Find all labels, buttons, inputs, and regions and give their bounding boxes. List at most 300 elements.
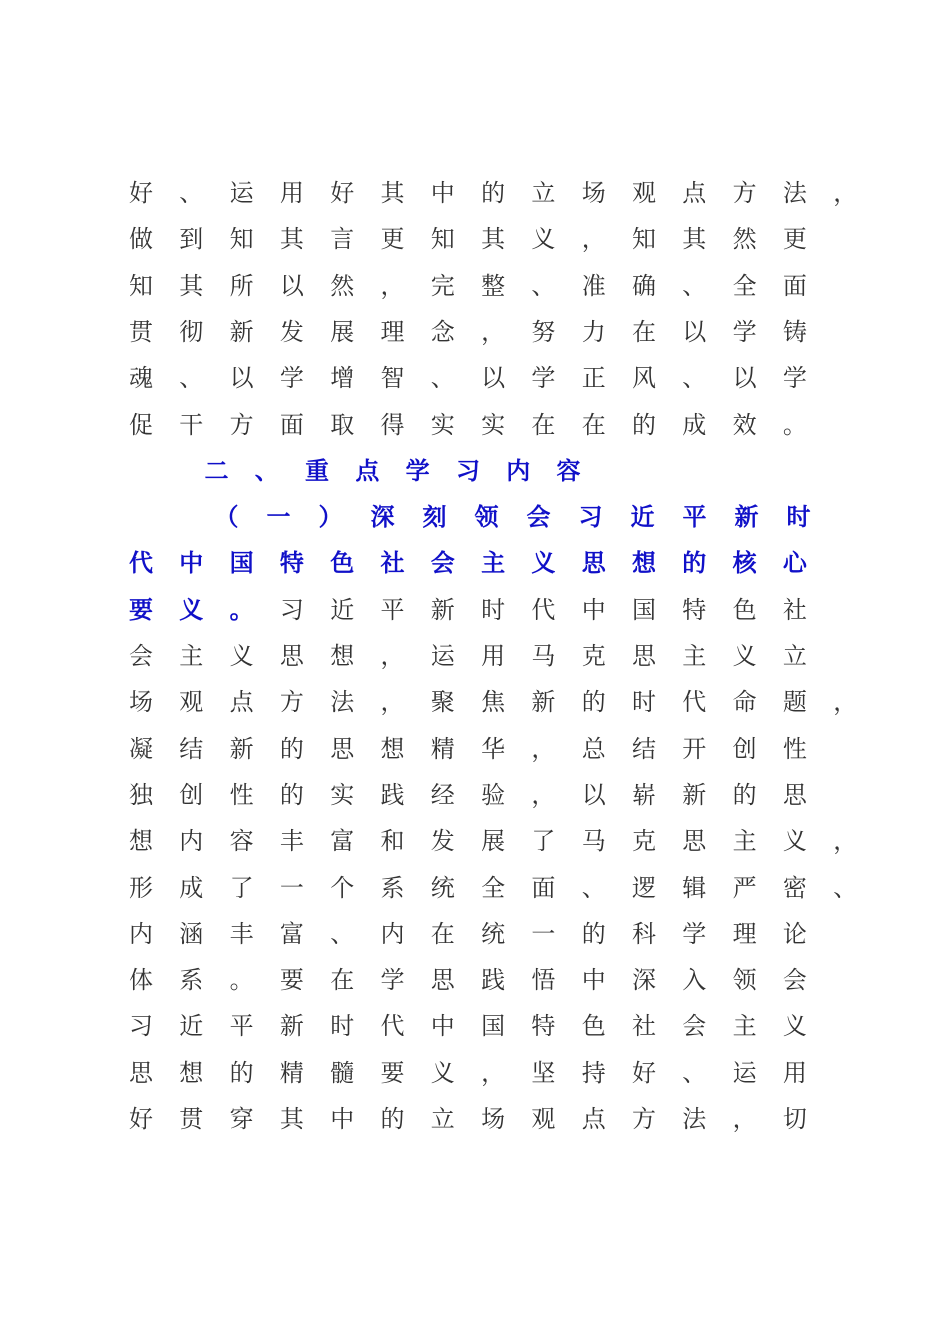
text-char: 然 bbox=[732, 225, 757, 254]
text-char: 了 bbox=[531, 827, 556, 856]
text-char: 时 bbox=[330, 1012, 355, 1041]
paragraph-line bbox=[0, 1104, 950, 1150]
text-char: 取 bbox=[330, 410, 355, 439]
text-char: 风 bbox=[632, 364, 656, 393]
text-char: 思 bbox=[581, 548, 606, 578]
text-char: 然 bbox=[330, 271, 355, 300]
text-char: 髓 bbox=[330, 1058, 355, 1087]
text-char: 习 bbox=[455, 455, 480, 485]
text-char: 用 bbox=[481, 642, 506, 670]
text-char: 其 bbox=[179, 271, 204, 300]
text-char: 实 bbox=[330, 780, 355, 809]
text-char: 在 bbox=[430, 919, 455, 948]
text-char: 逻 bbox=[632, 873, 656, 902]
text-char: 聚 bbox=[430, 688, 455, 717]
text-char: 领 bbox=[474, 502, 499, 532]
text-char: 题 bbox=[782, 688, 807, 717]
text-char: 时 bbox=[786, 502, 811, 532]
text-char: 面 bbox=[279, 410, 304, 439]
text-char: 主 bbox=[682, 642, 707, 670]
text-char: 全 bbox=[732, 271, 757, 300]
text-char: 更 bbox=[380, 225, 405, 254]
text-char: 性 bbox=[782, 734, 807, 763]
text-char: 中 bbox=[581, 966, 606, 995]
text-char: 富 bbox=[279, 919, 304, 948]
text-char: 要 bbox=[279, 966, 304, 995]
text-char: 时 bbox=[481, 595, 506, 624]
text-char: 和 bbox=[380, 827, 405, 856]
text-char: 容 bbox=[556, 455, 581, 485]
text-char: 社 bbox=[782, 595, 807, 624]
paragraph-line bbox=[0, 271, 950, 317]
paragraph-line bbox=[0, 734, 950, 780]
text-char: 义 bbox=[531, 548, 556, 578]
paragraph-line bbox=[0, 363, 950, 409]
text-char: 色 bbox=[581, 1012, 606, 1041]
text-char: 思 bbox=[279, 642, 304, 670]
text-char: 、 bbox=[682, 1058, 707, 1087]
text-char: ， bbox=[481, 317, 506, 346]
text-char: 想 bbox=[632, 548, 656, 578]
paragraph-line bbox=[0, 687, 950, 733]
text-char: 特 bbox=[279, 548, 304, 578]
text-char: 践 bbox=[380, 780, 405, 809]
text-char: 成 bbox=[179, 873, 204, 902]
paragraph-line bbox=[0, 780, 950, 826]
text-char: 学 bbox=[380, 966, 405, 995]
text-char: 铸 bbox=[782, 317, 807, 346]
paragraph-line bbox=[0, 178, 950, 224]
paragraph-line bbox=[0, 826, 950, 872]
text-char: 点 bbox=[355, 455, 380, 485]
text-char: 新 bbox=[229, 734, 254, 763]
text-char: 运 bbox=[732, 1058, 757, 1087]
text-char: 以 bbox=[481, 364, 506, 393]
text-char: 刻 bbox=[422, 502, 447, 532]
text-char: 好 bbox=[632, 1058, 656, 1087]
text-char: 焦 bbox=[481, 688, 506, 717]
text-char: 准 bbox=[581, 271, 606, 300]
text-char: 新 bbox=[734, 502, 759, 532]
text-char: 义 bbox=[179, 594, 204, 624]
text-char: 观 bbox=[179, 688, 204, 717]
text-char: 新 bbox=[279, 1012, 304, 1041]
text-char: 发 bbox=[430, 827, 455, 856]
text-char: 做 bbox=[129, 225, 153, 254]
text-char: 色 bbox=[732, 595, 757, 624]
text-char: 义 bbox=[229, 642, 254, 670]
text-char: ， bbox=[833, 688, 858, 717]
text-char: 平 bbox=[380, 595, 405, 624]
text-char: 场 bbox=[581, 179, 606, 207]
text-char: 丰 bbox=[229, 919, 254, 948]
text-char: 义 bbox=[430, 1058, 455, 1087]
text-char: 代 bbox=[682, 688, 707, 717]
text-char: 克 bbox=[632, 827, 656, 856]
text-char: 创 bbox=[732, 734, 757, 763]
text-char: 点 bbox=[229, 688, 254, 717]
text-char: 想 bbox=[129, 827, 153, 856]
text-char: 创 bbox=[179, 780, 204, 809]
text-char: ， bbox=[531, 780, 556, 809]
text-char: 实 bbox=[430, 410, 455, 439]
text-char: 立 bbox=[782, 642, 807, 670]
text-char: 用 bbox=[279, 179, 304, 207]
text-char: 中 bbox=[430, 179, 455, 207]
text-char: 。 bbox=[229, 966, 254, 995]
text-char: 点 bbox=[682, 179, 707, 207]
text-char: 理 bbox=[380, 317, 405, 346]
text-char: 时 bbox=[632, 688, 656, 717]
text-char: 好 bbox=[330, 179, 355, 207]
text-char: 、 bbox=[531, 271, 556, 300]
text-char: 平 bbox=[682, 502, 707, 532]
text-char: 切 bbox=[782, 1105, 807, 1133]
text-char: 贯 bbox=[129, 317, 153, 346]
paragraph-line bbox=[0, 1011, 950, 1057]
text-char: 新 bbox=[682, 780, 707, 809]
text-char: 、 bbox=[254, 455, 279, 485]
text-char: 知 bbox=[632, 225, 656, 254]
text-char: 性 bbox=[229, 780, 254, 809]
text-char: 论 bbox=[782, 919, 807, 948]
text-char: 主 bbox=[732, 827, 757, 856]
text-char: 心 bbox=[782, 548, 807, 578]
text-char: 运 bbox=[229, 179, 254, 207]
text-char: 学 bbox=[732, 317, 757, 346]
paragraph-line bbox=[0, 641, 950, 687]
text-char: 平 bbox=[229, 1012, 254, 1041]
section-heading-line bbox=[0, 456, 950, 502]
text-char: 统 bbox=[430, 873, 455, 902]
text-char: 思 bbox=[682, 827, 707, 856]
text-char: 正 bbox=[581, 364, 606, 393]
text-char: 新 bbox=[229, 317, 254, 346]
text-char: 悟 bbox=[531, 966, 556, 995]
text-char: 会 bbox=[782, 966, 807, 995]
paragraph-line bbox=[0, 317, 950, 363]
text-char: 实 bbox=[481, 410, 506, 439]
text-char: 观 bbox=[632, 179, 656, 207]
text-char: 富 bbox=[330, 827, 355, 856]
text-char: 、 bbox=[330, 919, 355, 948]
text-char: 增 bbox=[330, 364, 355, 393]
text-char: 学 bbox=[531, 364, 556, 393]
text-char: 好 bbox=[129, 1105, 153, 1133]
text-char: 内 bbox=[506, 455, 531, 485]
paragraph-line bbox=[0, 1058, 950, 1104]
text-char: 新 bbox=[430, 595, 455, 624]
text-char: 思 bbox=[330, 734, 355, 763]
text-char: 法 bbox=[682, 1105, 707, 1133]
text-char: 的 bbox=[581, 919, 606, 948]
text-char: ， bbox=[380, 271, 405, 300]
text-char: 马 bbox=[531, 642, 556, 670]
text-char: 凝 bbox=[129, 734, 153, 763]
text-char: 思 bbox=[129, 1058, 153, 1087]
text-char: 面 bbox=[531, 873, 556, 902]
text-char: 更 bbox=[782, 225, 807, 254]
text-char: 二 bbox=[204, 455, 229, 485]
text-char: 展 bbox=[481, 827, 506, 856]
text-char: 成 bbox=[682, 410, 707, 439]
text-char: 的 bbox=[682, 548, 707, 578]
text-char: ， bbox=[380, 688, 405, 717]
text-char: 持 bbox=[581, 1058, 606, 1087]
text-char: 、 bbox=[581, 873, 606, 902]
text-char: 习 bbox=[578, 502, 603, 532]
text-char: 场 bbox=[129, 688, 153, 717]
text-char: 一 bbox=[266, 502, 291, 532]
text-char: 场 bbox=[481, 1105, 506, 1133]
text-char: 学 bbox=[279, 364, 304, 393]
text-char: 会 bbox=[129, 642, 153, 670]
text-char: 的 bbox=[581, 688, 606, 717]
text-char: 容 bbox=[229, 827, 254, 856]
text-char: 其 bbox=[279, 1105, 304, 1133]
text-char: 理 bbox=[732, 919, 757, 948]
text-char: ， bbox=[481, 1058, 506, 1087]
text-char: 主 bbox=[179, 642, 204, 670]
text-char: 思 bbox=[430, 966, 455, 995]
text-char: 点 bbox=[581, 1105, 606, 1133]
text-char: 一 bbox=[531, 919, 556, 948]
text-char: 形 bbox=[129, 873, 153, 902]
text-char: 方 bbox=[632, 1105, 656, 1133]
text-char: 中 bbox=[430, 1012, 455, 1041]
text-char: 国 bbox=[632, 595, 656, 624]
text-char: 义 bbox=[732, 642, 757, 670]
text-char: 近 bbox=[330, 595, 355, 624]
section-heading-line bbox=[0, 502, 950, 548]
text-char: 的 bbox=[279, 780, 304, 809]
text-char: 要 bbox=[380, 1058, 405, 1087]
text-char: 智 bbox=[380, 364, 405, 393]
text-char: 统 bbox=[481, 919, 506, 948]
text-char: 会 bbox=[682, 1012, 707, 1041]
text-char: 密 bbox=[782, 873, 807, 902]
text-char: 验 bbox=[481, 780, 506, 809]
text-char: 一 bbox=[279, 873, 304, 902]
text-char: 入 bbox=[682, 966, 707, 995]
text-char: 思 bbox=[782, 780, 807, 809]
text-char: 干 bbox=[179, 410, 204, 439]
text-char: 主 bbox=[732, 1012, 757, 1041]
paragraph-line bbox=[0, 873, 950, 919]
text-char: ， bbox=[833, 827, 858, 856]
text-char: ， bbox=[380, 642, 405, 670]
text-char: 中 bbox=[330, 1105, 355, 1133]
text-char: 涵 bbox=[179, 919, 204, 948]
text-char: 以 bbox=[732, 364, 757, 393]
text-char: 知 bbox=[129, 271, 153, 300]
text-char: 方 bbox=[279, 688, 304, 717]
text-char: 新 bbox=[531, 688, 556, 717]
text-char: 内 bbox=[179, 827, 204, 856]
text-char: 努 bbox=[531, 317, 556, 346]
text-char: 言 bbox=[330, 225, 355, 254]
text-char: 学 bbox=[682, 919, 707, 948]
text-char: 结 bbox=[632, 734, 656, 763]
text-char: 华 bbox=[481, 734, 506, 763]
text-char: 念 bbox=[430, 317, 455, 346]
text-char: 总 bbox=[581, 734, 606, 763]
text-char: 完 bbox=[430, 271, 455, 300]
text-char: 学 bbox=[405, 455, 430, 485]
text-char: 其 bbox=[682, 225, 707, 254]
text-char: 所 bbox=[229, 271, 254, 300]
text-char: 。 bbox=[229, 594, 254, 624]
text-char: 整 bbox=[481, 271, 506, 300]
text-char: 精 bbox=[279, 1058, 304, 1087]
text-char: 的 bbox=[380, 1105, 405, 1133]
text-char: 观 bbox=[531, 1105, 556, 1133]
text-char: 以 bbox=[229, 364, 254, 393]
text-char: ） bbox=[318, 502, 343, 532]
text-char: 内 bbox=[380, 919, 405, 948]
text-char: 会 bbox=[430, 548, 455, 578]
text-char: 以 bbox=[682, 317, 707, 346]
text-char: 马 bbox=[581, 827, 606, 856]
text-char: 命 bbox=[732, 688, 757, 717]
text-char: 社 bbox=[380, 548, 405, 578]
text-char: 到 bbox=[179, 225, 204, 254]
text-char: 、 bbox=[179, 364, 204, 393]
text-char: 的 bbox=[229, 1058, 254, 1087]
text-char: 系 bbox=[179, 966, 204, 995]
text-char: 在 bbox=[531, 410, 556, 439]
text-char: 想 bbox=[330, 642, 355, 670]
text-char: 、 bbox=[430, 364, 455, 393]
text-char: 以 bbox=[581, 780, 606, 809]
text-char: 法 bbox=[330, 688, 355, 717]
text-char: 坚 bbox=[531, 1058, 556, 1087]
text-char: 义 bbox=[782, 1012, 807, 1041]
text-char: 代 bbox=[129, 548, 153, 578]
text-char: 近 bbox=[630, 502, 655, 532]
text-char: 面 bbox=[782, 271, 807, 300]
text-char: 体 bbox=[129, 966, 153, 995]
paragraph-line bbox=[0, 919, 950, 965]
text-char: 结 bbox=[179, 734, 204, 763]
text-char: 、 bbox=[833, 873, 858, 902]
text-char: 深 bbox=[632, 966, 656, 995]
text-char: 魂 bbox=[129, 364, 153, 393]
text-char: 思 bbox=[632, 642, 656, 670]
text-char: 力 bbox=[581, 317, 606, 346]
text-char: 确 bbox=[632, 271, 656, 300]
paragraph-line bbox=[0, 595, 950, 641]
text-char: 想 bbox=[380, 734, 405, 763]
section-heading-line bbox=[0, 548, 950, 594]
text-char: 习 bbox=[129, 1012, 153, 1041]
text-char: 代 bbox=[380, 1012, 405, 1041]
text-char: 习 bbox=[279, 595, 304, 624]
text-char: 的 bbox=[632, 410, 656, 439]
text-char: 科 bbox=[632, 919, 656, 948]
text-char: 独 bbox=[129, 780, 153, 809]
text-char: 义 bbox=[531, 225, 556, 254]
text-char: 方 bbox=[732, 179, 757, 207]
text-char: 以 bbox=[279, 271, 304, 300]
text-char: 辑 bbox=[682, 873, 707, 902]
text-char: 系 bbox=[380, 873, 405, 902]
text-char: 穿 bbox=[229, 1105, 254, 1133]
text-char: 立 bbox=[531, 179, 556, 207]
text-char: 法 bbox=[782, 179, 807, 207]
text-char: 特 bbox=[682, 595, 707, 624]
text-char: 展 bbox=[330, 317, 355, 346]
text-char: 丰 bbox=[279, 827, 304, 856]
text-char: 全 bbox=[481, 873, 506, 902]
text-char: 领 bbox=[732, 966, 757, 995]
text-char: 其 bbox=[481, 225, 506, 254]
text-char: ， bbox=[531, 734, 556, 763]
text-char: 促 bbox=[129, 410, 153, 439]
text-char: 克 bbox=[581, 642, 606, 670]
text-char: 深 bbox=[370, 502, 395, 532]
text-char: 国 bbox=[229, 548, 254, 578]
text-char: 的 bbox=[279, 734, 304, 763]
text-char: 要 bbox=[129, 594, 153, 624]
text-char: 精 bbox=[430, 734, 455, 763]
text-char: 发 bbox=[279, 317, 304, 346]
text-char: （ bbox=[214, 502, 239, 532]
text-char: 国 bbox=[481, 1012, 506, 1041]
text-char: 学 bbox=[782, 364, 807, 393]
text-char: 想 bbox=[179, 1058, 204, 1087]
text-char: 方 bbox=[229, 410, 254, 439]
text-char: ， bbox=[732, 1105, 757, 1133]
paragraph-line bbox=[0, 965, 950, 1011]
text-char: 知 bbox=[229, 225, 254, 254]
text-char: 其 bbox=[380, 179, 405, 207]
text-char: 、 bbox=[179, 179, 204, 207]
text-char: 在 bbox=[581, 410, 606, 439]
text-char: 会 bbox=[526, 502, 551, 532]
paragraph-line bbox=[0, 224, 950, 270]
text-char: 代 bbox=[531, 595, 556, 624]
text-char: 内 bbox=[129, 919, 153, 948]
text-char: 核 bbox=[732, 548, 757, 578]
text-char: 的 bbox=[732, 780, 757, 809]
text-char: 贯 bbox=[179, 1105, 204, 1133]
text-char: 彻 bbox=[179, 317, 204, 346]
text-char: 了 bbox=[229, 873, 254, 902]
text-char: 崭 bbox=[632, 780, 656, 809]
text-char: 在 bbox=[632, 317, 656, 346]
text-char: 其 bbox=[279, 225, 304, 254]
text-char: 个 bbox=[330, 873, 355, 902]
text-char: 近 bbox=[179, 1012, 204, 1041]
text-char: 践 bbox=[481, 966, 506, 995]
text-char: 得 bbox=[380, 410, 405, 439]
text-char: 社 bbox=[632, 1012, 656, 1041]
text-char: 重 bbox=[305, 455, 330, 485]
text-char: 义 bbox=[782, 827, 807, 856]
text-char: 色 bbox=[330, 548, 355, 578]
text-char: 严 bbox=[732, 873, 757, 902]
text-char: 好 bbox=[129, 179, 153, 207]
text-char: 主 bbox=[481, 548, 506, 578]
text-char: 经 bbox=[430, 780, 455, 809]
text-char: ， bbox=[581, 225, 606, 254]
text-char: 开 bbox=[682, 734, 707, 763]
text-char: 运 bbox=[430, 642, 455, 670]
text-char: 、 bbox=[682, 271, 707, 300]
text-char: 用 bbox=[782, 1058, 807, 1087]
text-char: 特 bbox=[531, 1012, 556, 1041]
